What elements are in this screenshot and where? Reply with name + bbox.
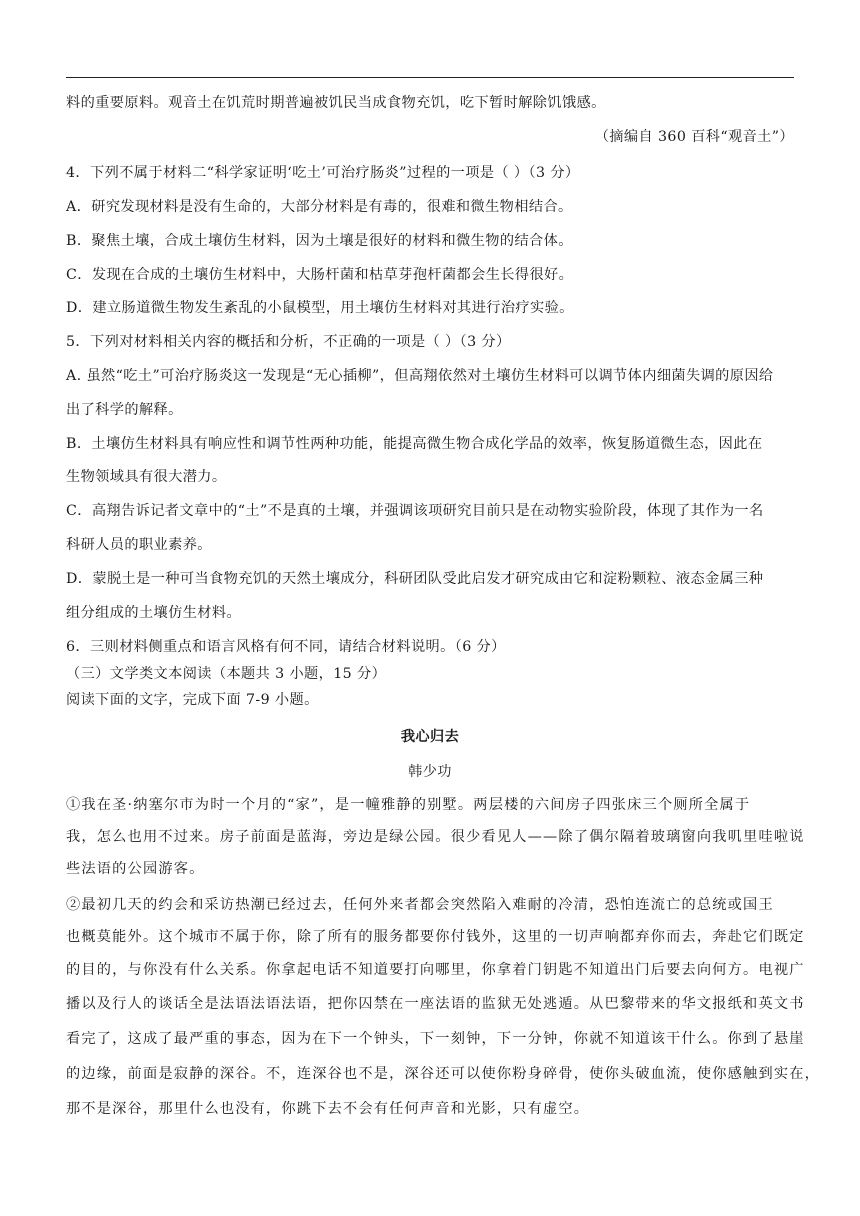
section-heading: （三）文学类文本阅读（本题共 3 小题，15 分） [66, 666, 387, 682]
source-citation: （摘编自 360 百科“观音土”） [594, 129, 794, 145]
paragraph-2-line: 播以及行人的谈话全是法语法语法语，把你囚禁在一座法语的监狱无处逃遁。从巴黎带来的华文报纸和英文书 [66, 996, 805, 1012]
paragraph-2-line: 看完了，这成了最严重的事态，因为在下一个钟头，下一刻钟，下一分钟，你就不知道该干什么。你到了悬崖 [66, 1031, 805, 1047]
paragraph-2-line: 的目的，与你没有什么关系。你拿起电话不知道要打向哪里，你拿着门钥匙不知道出门后要去向何方。电视广 [66, 962, 805, 978]
question-5-option-d: D．蒙脱土是一种可当食物充饥的天然土壤成分，科研团队受此启发才研究成由它和淀粉颗粒、液态金属三种 [66, 571, 764, 587]
paragraph-1-line: 些法语的公园游客。 [66, 861, 205, 877]
paragraph-1-line: ①我在圣·纳塞尔市为时一个月的“家”，是一幢雅静的别墅。两层楼的六间房子四张床三个厕所全属于 [66, 797, 751, 813]
question-4-option-c: C．发现在合成的土壤仿生材料中，大肠杆菌和枯草芽孢杆菌都会生长得很好。 [66, 267, 574, 283]
paragraph-2-line: ②最初几天的约会和采访热潮已经过去，任何外来者都会突然陷入难耐的冷清，恐怕连流亡的总统或国王 [66, 897, 774, 913]
reading-instruction: 阅读下面的文字，完成下面 7-9 小题。 [66, 692, 319, 708]
question-4-option-b: B．聚焦土壤，合成土壤仿生材料，因为土壤是很好的材料和微生物的结合体。 [66, 233, 573, 249]
question-5-option-c-cont: 科研人员的职业素养。 [66, 537, 212, 553]
passage-author: 韩少功 [408, 764, 452, 780]
question-4-option-d: D．建立肠道微生物发生紊乱的小鼠模型，用土壤仿生材料对其进行治疗实验。 [66, 300, 574, 316]
question-6: 6．三则材料侧重点和语言风格有何不同，请结合材料说明。（6 分） [66, 639, 506, 655]
question-5-option-d-cont: 组分组成的土壤仿生材料。 [66, 605, 242, 621]
question-5-option-a-cont: 出了科学的解释。 [66, 402, 183, 418]
question-5: 5．下列对材料相关内容的概括和分析，不正确的一项是（ ）（3 分） [66, 334, 511, 350]
question-4: 4．下列不属于材料二“科学家证明‘吃土’可治疗肠炎”过程的一项是（ ）（3 分） [66, 165, 580, 181]
question-4-option-a: A．研究发现材料是没有生命的，大部分材料是有毒的，很难和微生物相结合。 [66, 199, 573, 215]
question-5-option-c: C．高翔告诉记者文章中的“土”不是真的土壤，并强调该项研究目前只是在动物实验阶段，体现了其作为一名 [66, 503, 764, 519]
text-line: 料的重要原料。观音土在饥荒时期普遍被饥民当成食物充饥，吃下暂时解除饥饿感。 [66, 95, 606, 111]
paragraph-1-line: 我，怎么也用不过来。房子前面是蓝海，旁边是绿公园。很少看见人——除了偶尔隔着玻璃窗向我叽里哇啦说 [66, 829, 805, 845]
question-5-option-b: B．土壤仿生材料具有响应性和调节性两种功能，能提高微生物合成化学品的效率，恢复肠道微生态，因此在 [66, 436, 763, 452]
header-rule [66, 77, 794, 78]
paragraph-2-line: 也概莫能外。这个城市不属于你，除了所有的服务都要你付钱外，这里的一切声响都弃你而去，奔赴它们既定 [66, 929, 805, 945]
question-5-option-a: A. 虽然“吃土”可治疗肠炎这一发现是“无心插柳”，但高翔依然对土壤仿生材料可以调节体内细菌失调的原因给 [66, 368, 774, 384]
paragraph-2-line: 那不是深谷，那里什么也没有，你跳下去不会有任何声音和光影，只有虚空。 [66, 1101, 590, 1117]
paragraph-2-line: 的边缘，前面是寂静的深谷。不，连深谷也不是，深谷还可以使你粉身碎骨，使你头破血流，使你感触到实在， [66, 1066, 820, 1082]
passage-title: 我心归去 [400, 729, 460, 745]
question-5-option-b-cont: 生物领域具有很大潜力。 [66, 469, 227, 485]
